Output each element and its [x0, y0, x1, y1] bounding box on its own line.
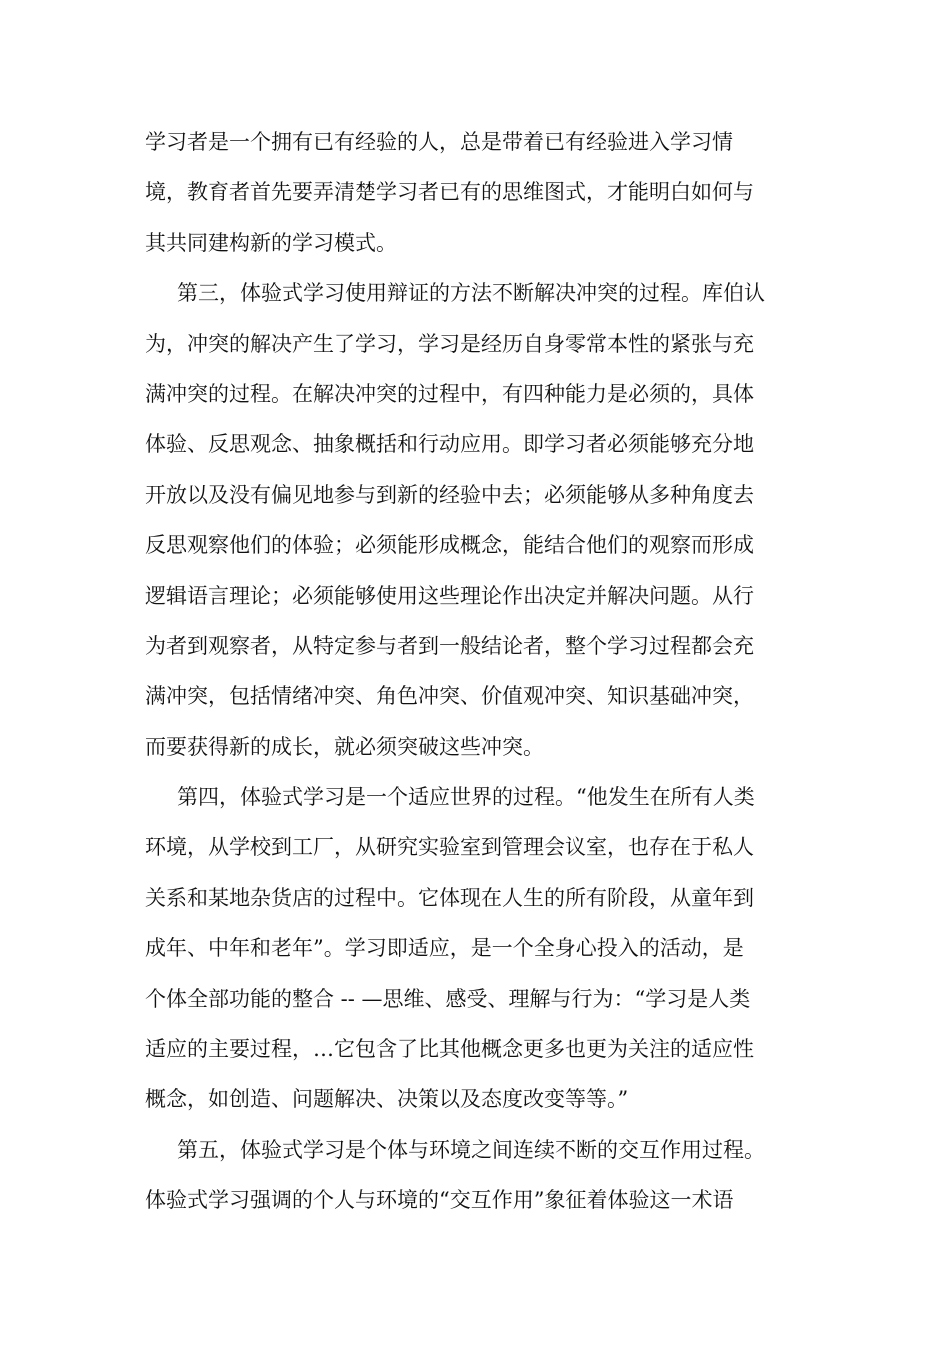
text-line: 反思观察他们的体验；必须能形成概念，能结合他们的观察而形成	[145, 533, 754, 558]
paragraph-start-line: 第五，体验式学习是个体与环境之间连续不断的交互作用过程。	[177, 1137, 765, 1162]
text-line: 为，冲突的解决产生了学习，学习是经历自身零常本性的紧张与充	[145, 331, 754, 356]
text-line: 个体全部功能的整合 -- —思维、感受、理解与行为：“学习是人类	[145, 986, 751, 1011]
text-line: 满冲突，包括情绪冲突、角色冲突、价值观冲突、知识基础冲突，	[145, 684, 754, 709]
text-line: 其共同建构新的学习模式。	[145, 230, 397, 255]
text-line: 境，教育者首先要弄清楚学习者已有的思维图式，才能明白如何与	[145, 180, 754, 205]
paragraph-start-line: 第三，体验式学习使用辩证的方法不断解决冲突的过程。库伯认	[177, 281, 765, 306]
text-line: 学习者是一个拥有已有经验的人，总是带着已有经验进入学习情	[145, 130, 733, 154]
paragraph-start-line: 第四，体验式学习是一个适应世界的过程。“他发生在所有人类	[177, 785, 755, 810]
text-line: 环境，从学校到工厂，从研究实验室到管理会议室，也存在于私人	[145, 835, 754, 860]
text-line: 满冲突的过程。在解决冲突的过程中，有四种能力是必须的，具体	[145, 381, 754, 406]
text-line: 开放以及没有偏见地参与到新的经验中去；必须能够从多种角度去	[145, 482, 754, 507]
text-line: 体验式学习强调的个人与环境的“交互作用”象征着体验这一术语	[145, 1188, 734, 1213]
text-line: 体验、反思观念、抽象概括和行动应用。即学习者必须能够充分地	[145, 432, 754, 457]
document-body	[145, 122, 785, 1231]
text-line: 关系和某地杂货店的过程中。它体现在人生的所有阶段，从童年到	[145, 885, 754, 910]
text-line: 成年、中年和老年”。学习即适应，是一个全身心投入的活动，是	[145, 936, 744, 961]
text-line: 逻辑语言理论；必须能够使用这些理论作出决定并解决问题。从行	[145, 583, 754, 608]
text-line: 概念，如创造、问题解决、决策以及态度改变等等。”	[145, 1087, 629, 1112]
text-line: 适应的主要过程，…它包含了比其他概念更多也更为关注的适应性	[145, 1037, 754, 1062]
text-line: 而要获得新的成长，就必须突破这些冲突。	[145, 734, 544, 759]
text-line: 为者到观察者，从特定参与者到一般结论者，整个学习过程都会充	[145, 633, 754, 658]
